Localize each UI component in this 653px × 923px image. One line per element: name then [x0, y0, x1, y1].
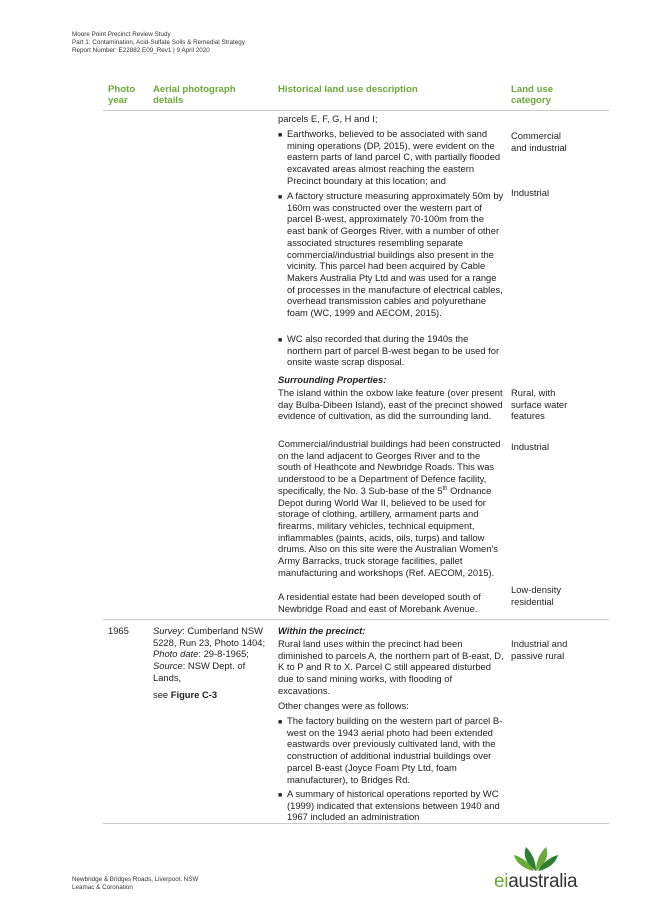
row1-surrounding-residential: A residential estate had been developed south of Newbridge Road and east of Morebank Avenue. [278, 591, 481, 614]
footer-line-1: Newbridge & Bridges Roads, Liverpool, NSW [72, 876, 199, 883]
col-header-land-use-category: Land use category [511, 84, 554, 106]
row2-photo-details: Survey: Cumberland NSW 5228, Run 23, Photo 1404; Photo date: 29-8-1965; Source: NSW Dept. of Lands, [153, 625, 266, 683]
col-header-description: Historical land use description [278, 84, 418, 95]
row-divider [103, 619, 609, 620]
row1-bullet-factory: A factory structure measuring approximately 50m by 160m was constructed over the western part of parcel B-west, approximately 70-100m from the east bank of Georges River, with a number of other associated structures resembling separate commercial/industrial buildings also present in the vicinity. This parcel had been acquired by Cable Makers Australia Pty Ltd and was used for a range of processes in the manufacture of electrical cables, overhead transmission cables and polyurethane foam (WC, 1999 and AECOM, 2015). [287, 190, 504, 319]
figure-link[interactable]: Figure C-3 [170, 689, 218, 700]
row1-category-low-density: Low-density residential [511, 584, 562, 607]
row1-surrounding-island: The island within the oxbow lake feature (over present day Bulba-Dibeen Island), east of the precinct showed evidence of cultivation, as did the surrounding land. [278, 387, 503, 422]
bullet-marker: ■ [278, 792, 283, 799]
row1-bullet-earthworks: Earthworks, believed to be associated with sand mining operations (DP, 2015), were evident on the eastern parts of land parcel C, with partially flooded excavated areas almost reaching the eastern Precinct boundary at this location; and [287, 128, 501, 186]
row1-desc-continued: parcels E, F, G, H and I; [278, 113, 378, 124]
header-line-2: Part 1: Contamination, Acid-Sulfate Soils & Remedial Strategy [72, 39, 245, 47]
row2-bullet-summary: A summary of historical operations reported by WC (1999) indicated that extensions between 1940 and 1967 included an administration [287, 788, 500, 823]
header-rule [103, 110, 609, 111]
col-header-photo-year: Photo year [108, 84, 136, 106]
row2-bullet-factory-extension: The factory building on the western part of parcel B-west on the 1943 aerial photo had been extended eastwards over previously cultivated land, with the construction of additional industrial buildings over parcel B-east (Joyce Foam Pty Ltd, foam manufacturer), to Bridges Rd. [287, 715, 503, 785]
bullet-marker: ■ [278, 337, 283, 344]
row1-category-rural: Rural, with surface water features [511, 387, 568, 422]
eiaustralia-logo [494, 843, 604, 893]
page-header [72, 31, 245, 56]
row1-category-industrial-2: Industrial [511, 441, 550, 452]
bullet-marker: ■ [278, 719, 283, 726]
row2-year: 1965 [108, 625, 129, 636]
table-bottom-rule [103, 823, 609, 824]
col-header-aerial-details: Aerial photograph details [153, 84, 236, 106]
bullet-marker: ■ [278, 132, 283, 139]
row2-figure-ref: see Figure C-3 [153, 689, 218, 700]
logo-wordmark: eiaustralia [494, 871, 578, 892]
footer-line-2: Leamac & Coronation [72, 884, 133, 892]
row1-surrounding-heading: Surrounding Properties: [278, 374, 387, 385]
row1-category-industrial: Industrial [511, 187, 550, 198]
header-line-1: Moore Point Precinct Review Study [72, 31, 171, 38]
leaf-icon [506, 843, 566, 873]
row1-bullet-waste: WC also recorded that during the 1940s the northern part of parcel B-west began to be used for onsite waste scrap disposal. [287, 333, 500, 368]
row1-surrounding-defence: Commercial/industrial buildings had been constructed on the land adjacent to Georges River and to the south of Heathcote and Newbridge Roads. This was understood to be a Department of Defence facility, specifically, the No. 3 Sub-base of the 5th Ordnance Depot during World War II, believed to be used for storage of clothing, artillery, armament parts and firearms, military vehicles, technical equipment, inflammables (paints, acids, oils, turps) and tallow drums. Also on this site were the Australian Women's Army Barracks, truck storage facilities, pallet manufacturing and workshops (Ref. AECOM, 2015). [278, 438, 501, 578]
row2-within-heading: Within the precinct: [278, 625, 366, 636]
row2-other-changes: Other changes were as follows: [278, 700, 409, 711]
row2-within-rural: Rural land uses within the precinct had been diminished to parcels A, the northern part of B-east, D, K to P and R to X. Parcel C still appeared disturbed due to sand mining works, with flooding of excavations. [278, 638, 504, 696]
row1-category-commercial: Commercial and industrial [511, 130, 567, 153]
header-line-3: Report Number: E22882.E09_Rev1 | 9 April 2020 [72, 47, 210, 55]
row2-category-industrial-rural: Industrial and passive rural [511, 638, 568, 661]
page-footer [72, 876, 198, 892]
bullet-marker: ■ [278, 194, 283, 201]
